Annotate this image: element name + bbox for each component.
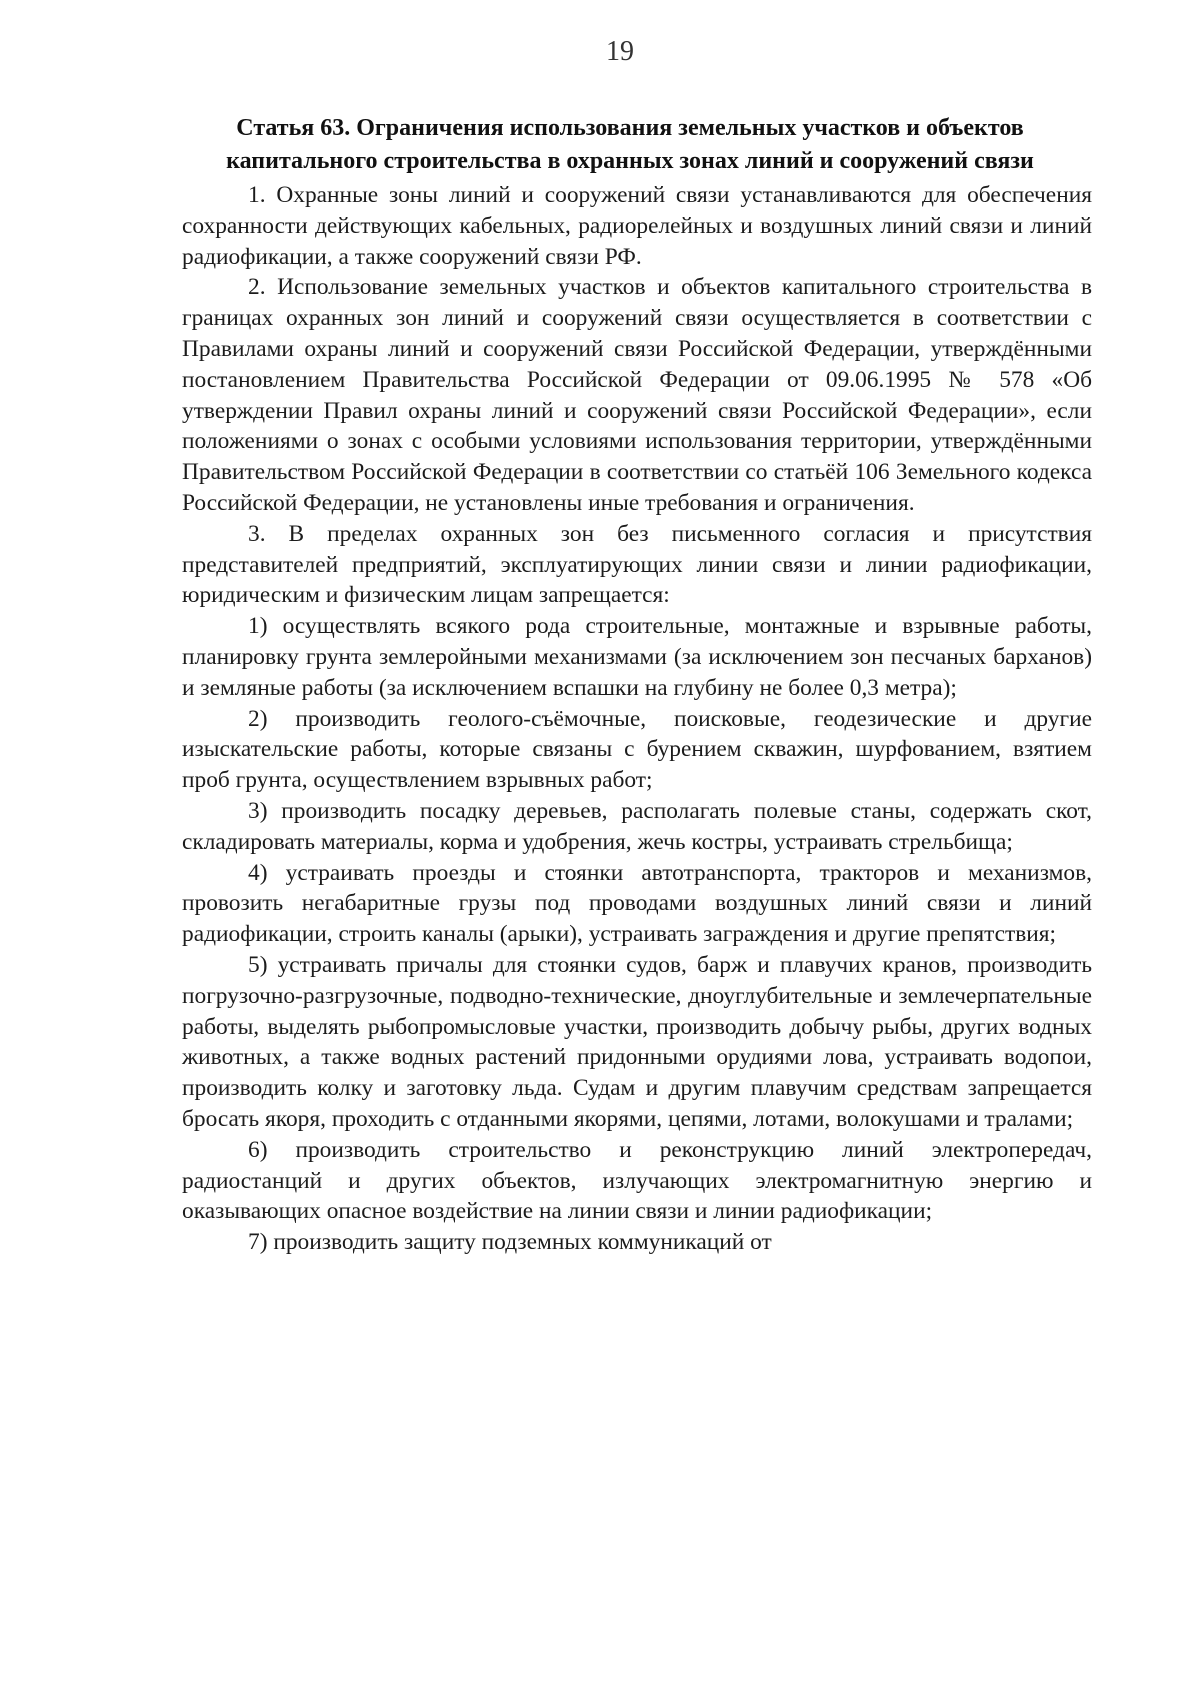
paragraph-2: 2. Использование земельных участков и объектов капитального строительства в границах охранных зон линий и сооружений связи осуществляется в соответствии с Правилами охраны линий и сооружений связи Российской Федерации, утверждёнными постановлением Правительства Российской Федерации от 09.06.1995 № 578 «Об утверждении Правил охраны линий и сооружений связи Российской Федерации», если положениями о зонах с особыми условиями использования территории, утверждёнными Правительством Российской Федерации в соответствии со статьёй 106 Земельного кодекса Российской Федерации, не установлены иные требования и ограничения.	[182, 274, 1092, 516]
page-number: 19	[606, 36, 634, 67]
list-item-2: 2) производить геолого-съёмочные, поисковые, геодезические и другие изыскательские работы, которые связаны с бурением скважин, шурфованием, взятием проб грунта, осуществлением взрывных работ;	[182, 705, 1092, 794]
list-item-3: 3) производить посадку деревьев, располагать полевые станы, содержать скот, складировать материалы, корма и удобрения, жечь костры, устраивать стрельбища;	[182, 797, 1092, 855]
list-item-4: 4) устраивать проезды и стоянки автотранспорта, тракторов и механизмов, провозить негабаритные грузы под проводами воздушных линий связи и линий радиофикации, строить каналы (арыки), устраивать заграждения и другие препятствия;	[182, 859, 1092, 948]
article-title: Статья 63. Ограничения использования земельных участков и объектов капитального строительства в охранных зонах линий и сооружений связи	[226, 115, 1034, 174]
list-item-6: 6) производить строительство и реконструкцию линий электропередач, радиостанций и других объектов, излучающих электромагнитную энергию и оказывающих опасное воздействие на линии связи и линии радиофикации;	[182, 1136, 1092, 1225]
article-body	[182, 180, 1092, 1258]
paragraph-3: 3. В пределах охранных зон без письменного согласия и присутствия представителей предприятий, эксплуатирующих линии связи и линии радиофикации, юридическим и физическим лицам запрещается:	[182, 520, 1092, 609]
list-item-7: 7) производить защиту подземных коммуникаций от	[248, 1229, 772, 1256]
list-item-1: 1) осуществлять всякого рода строительные, монтажные и взрывные работы, планировку грунта землеройными механизмами (за исключением зон песчаных барханов) и земляные работы (за исключением вспашки на глубину не более 0,3 метра);	[182, 613, 1092, 701]
paragraph-1: 1. Охранные зоны линий и сооружений связи устанавливаются для обеспечения сохранности действующих кабельных, радиорелейных и воздушных линий связи и линий радиофикации, а также сооружений связи РФ.	[182, 182, 1092, 270]
list-item-5: 5) устраивать причалы для стоянки судов, барж и плавучих кранов, производить погрузочно-разгрузочные, подводно-технические, дноуглубительные и землечерпательные работы, выделять рыбопромысловые участки, производить добычу рыбы, других водных животных, а также водных растений придонными орудиями лова, устраивать водопои, производить колку и заготовку льда. Судам и другим плавучим средствам запрещается бросать якоря, проходить с отданными якорями, цепями, лотами, волокушами и тралами;	[182, 951, 1092, 1132]
